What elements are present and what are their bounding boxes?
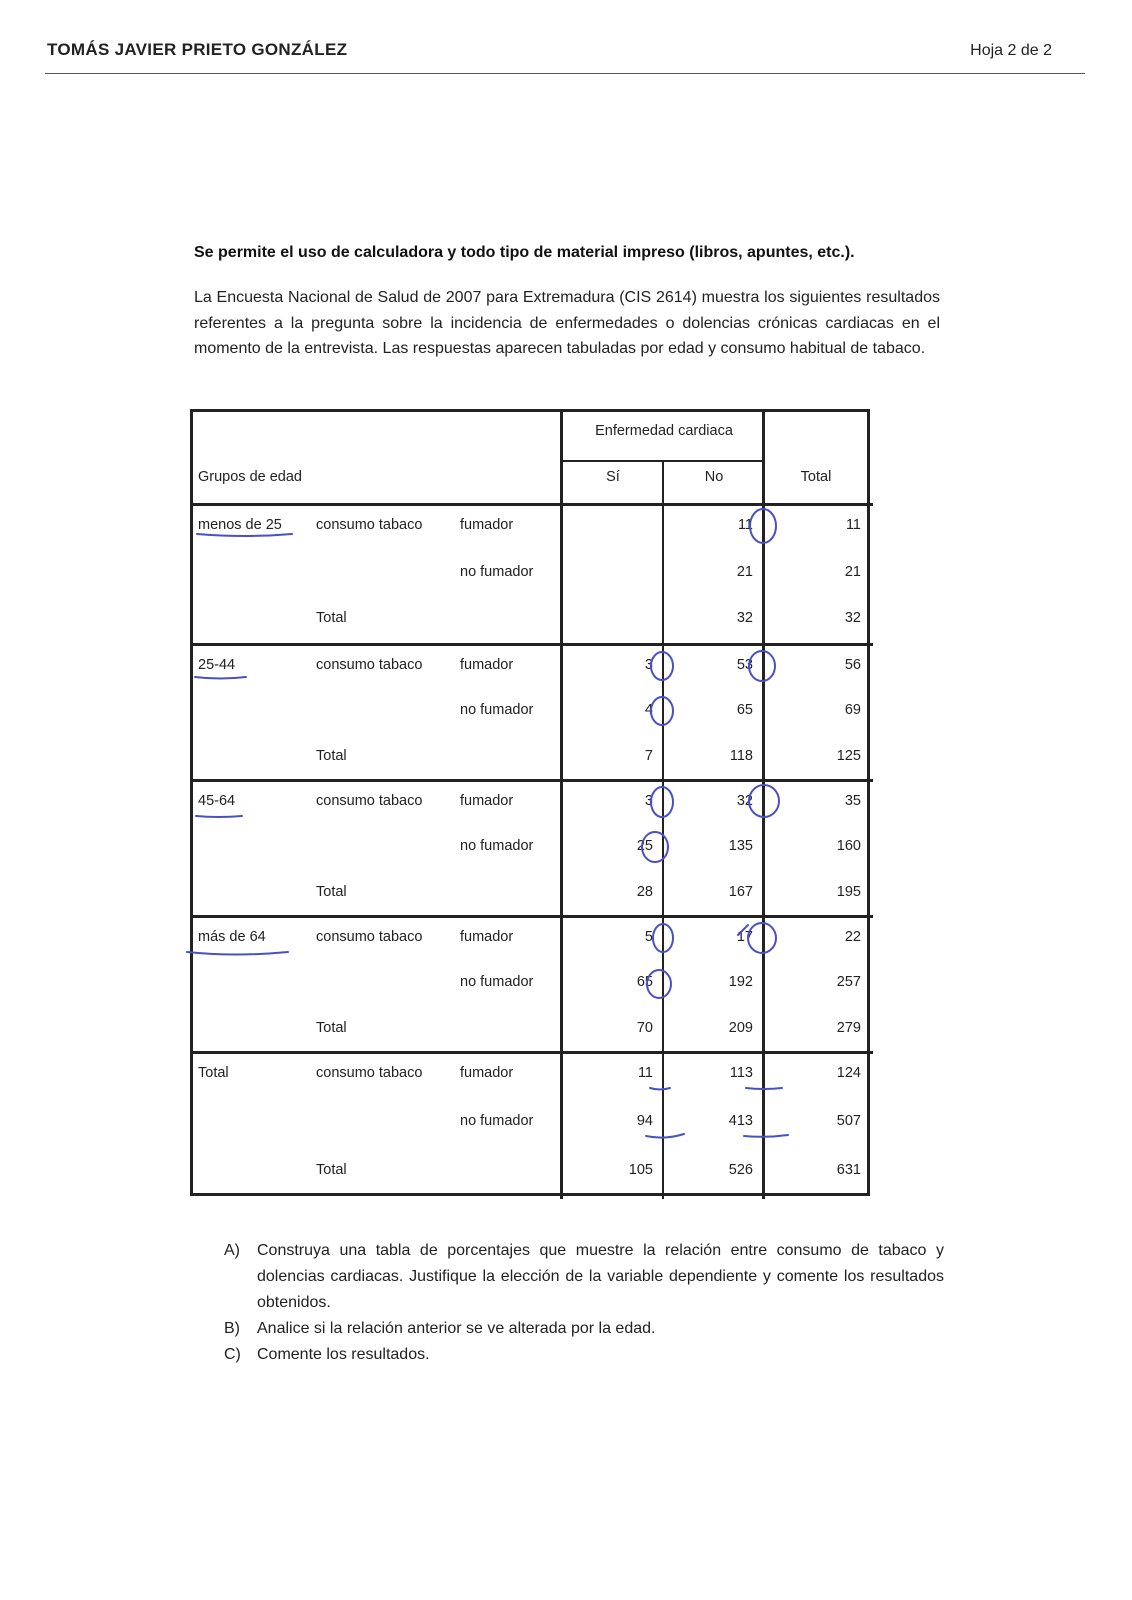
question-item [224,1342,944,1368]
group-divider [193,643,873,646]
cell-si: 105 [628,1161,653,1178]
header-divider [563,460,762,462]
cell-total: 124 [836,1065,861,1081]
cell-no: 526 [728,1161,753,1178]
cell-no: 192 [728,974,753,991]
cell-si: 3 [644,793,653,809]
variable-label: Total [316,610,347,627]
age-group-label: 45-64 [198,793,236,809]
age-group-label: 25-44 [198,657,236,673]
category-label: fumador [460,657,514,673]
question-text: Construya una tabla de porcentajes que muestre la relación entre consumo de tabaco y dolencias cardiacas. Justifique la elección de la variable dependiente y comente los resultados obtenidos. [257,1242,944,1311]
cell-no: 209 [728,1019,753,1036]
cell-no: 21 [736,563,753,580]
cell-si: 94 [636,1113,653,1130]
variable-label: consumo tabaco [316,929,423,945]
question-letter: A) [224,1242,240,1259]
cell-total: 69 [844,702,861,719]
cell-no: 11 [737,517,753,533]
cell-si: 11 [637,1065,653,1081]
variable-label: consumo tabaco [316,517,423,533]
variable-label: Total [316,1161,347,1178]
column-divider [560,412,563,1199]
question-letter: B) [224,1320,240,1337]
column-divider [762,412,765,1199]
column-divider [662,460,664,1199]
age-group-label: menos de 25 [198,517,282,533]
variable-label: Total [316,747,347,764]
category-label: no fumador [460,974,534,991]
cell-no: 135 [728,838,753,855]
question-letter: C) [224,1346,241,1363]
cell-no: 65 [736,702,753,719]
variable-label: consumo tabaco [316,1065,423,1081]
cell-total: 195 [836,883,861,900]
cell-total: 32 [844,610,861,627]
cell-si: 28 [636,883,653,900]
header-divider [193,503,873,506]
header-grupos-de-edad: Grupos de edad [198,469,302,485]
header-enfermedad-cardiaca: Enfermedad cardiaca [595,423,733,439]
cell-total: 257 [836,974,861,991]
cell-no: 167 [728,883,753,900]
cell-si: 25 [636,838,653,855]
cell-no: 32 [736,793,753,809]
crosstab-table [190,409,870,1196]
cell-si: 4 [644,702,653,719]
category-label: fumador [460,929,514,945]
header-author: TOMÁS JAVIER PRIETO GONZÁLEZ [47,40,348,59]
cell-si: 70 [636,1019,653,1036]
cell-total: 56 [844,657,861,673]
cell-si: 5 [644,929,653,945]
category-label: no fumador [460,838,534,855]
group-divider [193,779,873,782]
header-divider [45,73,1085,74]
page-number: Hoja 2 de 2 [970,42,1052,59]
cell-total: 22 [844,929,861,945]
variable-label: Total [316,1019,347,1036]
cell-total: 125 [836,747,861,764]
header-total: Total [800,469,832,485]
cell-no: 53 [736,657,753,673]
variable-label: consumo tabaco [316,793,423,809]
cell-si: 3 [644,657,653,673]
cell-no: 118 [729,747,753,764]
cell-no: 113 [729,1065,753,1081]
cell-no: 17 [736,929,753,945]
category-label: no fumador [460,702,534,719]
category-label: no fumador [460,1113,534,1130]
age-group-label: Total [198,1065,229,1081]
cell-total: 11 [845,517,861,533]
cell-si: 65 [636,974,653,991]
cell-no: 32 [736,610,753,627]
cell-total: 160 [836,838,861,855]
category-label: fumador [460,517,514,533]
variable-label: consumo tabaco [316,657,423,673]
category-label: fumador [460,1065,514,1081]
question-text: Analice si la relación anterior se ve alterada por la edad. [257,1320,656,1337]
group-divider [193,915,873,918]
cell-total: 631 [836,1161,861,1178]
question-item [224,1238,944,1316]
question-text: Comente los resultados. [257,1346,430,1363]
group-divider [193,1051,873,1054]
header-si: Sí [606,469,620,485]
age-group-label: más de 64 [198,929,266,945]
question-list [224,1238,944,1368]
category-label: fumador [460,793,514,809]
header-no: No [704,469,724,485]
cell-total: 279 [836,1019,861,1036]
intro-paragraph: La Encuesta Nacional de Salud de 2007 para Extremadura (CIS 2614) muestra los siguientes resultados referentes a la pregunta sobre la incidencia de enfermedades o dolencias crónicas cardiacas en el momento de la entrevista. Las respuestas aparecen tabuladas por edad y consumo habitual de tabaco. [194,289,940,357]
cell-no: 413 [728,1113,753,1130]
cell-total: 21 [844,563,861,580]
question-item [224,1316,944,1342]
cell-total: 507 [836,1113,861,1130]
variable-label: Total [316,883,347,900]
cell-si: 7 [644,747,653,764]
category-label: no fumador [460,563,534,580]
cell-total: 35 [844,793,861,809]
instruction-text: Se permite el uso de calculadora y todo tipo de material impreso (libros, apuntes, etc.). [194,244,855,261]
